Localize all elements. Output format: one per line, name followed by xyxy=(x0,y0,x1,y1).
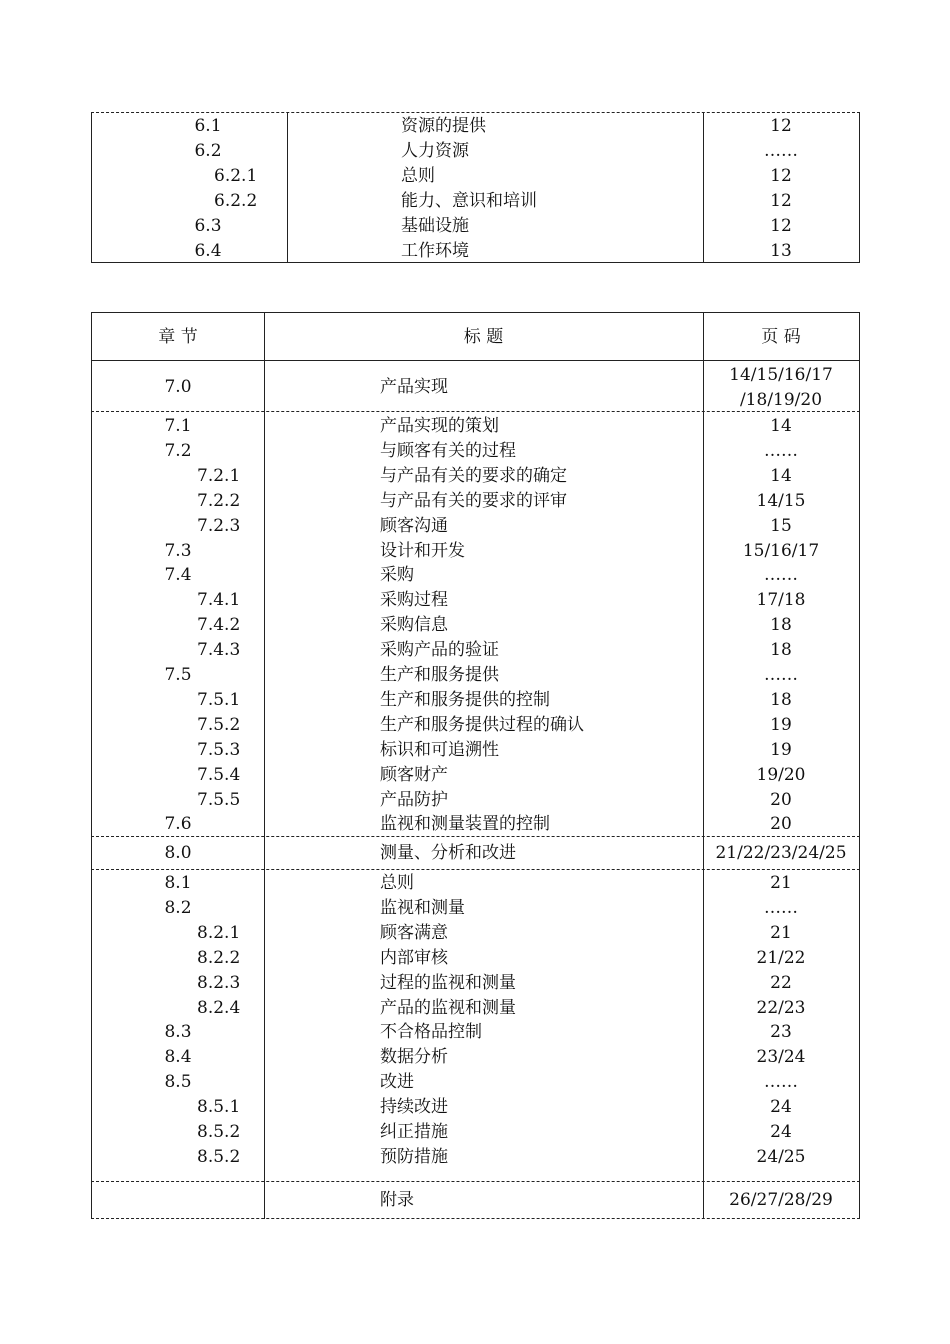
section-row-8 xyxy=(92,841,859,866)
toc-table-section-6 xyxy=(91,112,860,262)
toc-number: 6.2 xyxy=(194,140,222,161)
toc-title: 与产品有关的要求的评审 xyxy=(380,490,567,511)
toc-number: 8.1 xyxy=(164,873,192,893)
toc-title: 与顾客有关的过程 xyxy=(380,440,516,461)
toc-number: 7.4.1 xyxy=(197,590,241,611)
toc-row xyxy=(92,588,859,613)
toc-number: 6.2.2 xyxy=(214,190,258,211)
toc-page: 14 xyxy=(770,416,792,436)
toc-number: 7.3 xyxy=(164,540,192,561)
toc-title: 产品的监视和测量 xyxy=(380,997,516,1018)
toc-page: 12 xyxy=(770,116,792,136)
toc-page: 19/20 xyxy=(756,764,806,785)
appendix-title: 附录 xyxy=(380,1190,414,1210)
toc-row xyxy=(92,239,859,264)
toc-row xyxy=(92,1095,859,1120)
toc-title: 顾客财产 xyxy=(380,764,448,785)
toc-page: 19 xyxy=(770,739,792,760)
toc-row xyxy=(92,439,859,464)
toc-number: 7.2.2 xyxy=(197,490,241,511)
toc-number: 8.2.1 xyxy=(197,922,241,943)
toc-title: 基础设施 xyxy=(401,215,469,236)
toc-title: 生产和服务提供过程的确认 xyxy=(380,714,584,735)
toc-number: 8.2.3 xyxy=(197,972,241,993)
toc-row xyxy=(92,563,859,588)
section-page-cont: /18/19/20 xyxy=(739,390,823,410)
header-page: 页 码 xyxy=(761,327,801,347)
toc-title: 持续改进 xyxy=(380,1097,448,1118)
toc-page: …… xyxy=(764,140,798,161)
toc-row xyxy=(92,971,859,996)
section-page: 21/22/23/24/25 xyxy=(715,843,847,863)
toc-page: 21/22 xyxy=(756,947,806,968)
toc-page: 15 xyxy=(770,515,792,536)
toc-title: 采购产品的验证 xyxy=(380,640,499,661)
toc-page: …… xyxy=(764,897,798,918)
toc-row xyxy=(92,214,859,239)
toc-page: 14/15 xyxy=(756,490,806,511)
toc-row xyxy=(92,539,859,564)
toc-title: 内部审核 xyxy=(380,947,448,968)
header-chapter: 章 节 xyxy=(158,327,198,347)
toc-page: …… xyxy=(764,440,798,461)
toc-row xyxy=(92,114,859,139)
toc-page: 19 xyxy=(770,714,792,735)
toc-title: 顾客满意 xyxy=(380,922,448,943)
toc-title: 采购 xyxy=(380,565,414,586)
toc-title: 改进 xyxy=(380,1072,414,1093)
toc-page: 15/16/17 xyxy=(742,540,820,561)
section-7-page-line1 xyxy=(92,363,859,388)
toc-page: 12 xyxy=(770,215,792,236)
toc-row xyxy=(92,164,859,189)
toc-number: 7.4.3 xyxy=(197,640,241,661)
toc-row xyxy=(92,514,859,539)
toc-title: 过程的监视和测量 xyxy=(380,972,516,993)
toc-row xyxy=(92,763,859,788)
toc-row xyxy=(92,613,859,638)
toc-title: 人力资源 xyxy=(401,140,469,161)
toc-title: 生产和服务提供的控制 xyxy=(380,689,550,710)
toc-number: 7.5.3 xyxy=(197,739,241,760)
toc-number: 7.5.4 xyxy=(197,764,241,785)
toc-title: 纠正措施 xyxy=(380,1122,448,1142)
toc-title: 资源的提供 xyxy=(401,116,486,136)
toc-row xyxy=(92,638,859,663)
toc-title: 监视和测量装置的控制 xyxy=(380,814,550,835)
section-number: 7.0 xyxy=(164,377,192,397)
toc-title: 生产和服务提供 xyxy=(380,665,499,685)
toc-row xyxy=(92,688,859,713)
toc-number: 6.4 xyxy=(194,240,222,261)
toc-number: 8.5.1 xyxy=(197,1097,241,1118)
toc-number: 7.5.1 xyxy=(197,689,241,710)
toc-page: 24 xyxy=(770,1097,792,1118)
toc-row xyxy=(92,464,859,489)
toc-number: 7.5 xyxy=(164,665,192,685)
toc-number: 6.1 xyxy=(194,116,222,136)
toc-page: 14 xyxy=(770,465,792,486)
toc-page: 18 xyxy=(770,689,792,710)
toc-number: 8.2.2 xyxy=(197,947,241,968)
section-page: 14/15/16/17 xyxy=(729,365,833,385)
toc-row xyxy=(92,713,859,738)
toc-number: 7.4 xyxy=(164,565,192,586)
toc-page: 24/25 xyxy=(756,1146,806,1167)
toc-row xyxy=(92,788,859,813)
toc-row xyxy=(92,996,859,1021)
toc-title: 产品防护 xyxy=(380,789,448,810)
toc-number: 6.2.1 xyxy=(214,165,258,186)
toc-number: 7.4.2 xyxy=(197,615,241,636)
toc-number: 8.5 xyxy=(164,1072,192,1093)
toc-row xyxy=(92,1070,859,1095)
toc-row xyxy=(92,1020,859,1045)
toc-number: 8.5.2 xyxy=(197,1146,241,1167)
toc-page: …… xyxy=(764,665,798,685)
toc-title: 总则 xyxy=(380,873,414,893)
toc-page: 23/24 xyxy=(756,1047,806,1068)
appendix-row xyxy=(92,1188,859,1213)
toc-page: …… xyxy=(764,1072,798,1093)
toc-row xyxy=(92,812,859,837)
toc-number: 7.2.3 xyxy=(197,515,241,536)
toc-row xyxy=(92,1045,859,1070)
toc-row xyxy=(92,414,859,439)
toc-title: 工作环境 xyxy=(401,240,469,261)
toc-page: 18 xyxy=(770,640,792,661)
toc-number: 7.2.1 xyxy=(197,465,241,486)
toc-row xyxy=(92,946,859,971)
toc-number: 8.4 xyxy=(164,1047,192,1068)
toc-title: 产品实现的策划 xyxy=(380,416,499,436)
section-divider xyxy=(91,411,860,412)
toc-row xyxy=(92,896,859,921)
toc-row xyxy=(92,871,859,896)
toc-number: 7.6 xyxy=(164,814,192,835)
section-number: 8.0 xyxy=(164,843,192,863)
toc-title: 设计和开发 xyxy=(380,540,465,561)
toc-number: 7.2 xyxy=(164,440,192,461)
toc-title: 标识和可追溯性 xyxy=(380,739,499,760)
toc-title: 采购过程 xyxy=(380,590,448,611)
toc-number: 7.5.2 xyxy=(197,714,241,735)
section-7-page-line2 xyxy=(92,388,859,413)
toc-title: 预防措施 xyxy=(380,1146,448,1167)
toc-page: 21 xyxy=(770,873,792,893)
toc-page: 20 xyxy=(770,814,792,835)
toc-row xyxy=(92,1120,859,1145)
toc-row xyxy=(92,489,859,514)
toc-title: 能力、意识和培训 xyxy=(401,190,537,211)
toc-number: 8.2.4 xyxy=(197,997,241,1018)
toc-row xyxy=(92,1145,859,1170)
toc-page: 23 xyxy=(770,1022,792,1043)
appendix-page: 26/27/28/29 xyxy=(729,1190,833,1210)
section-divider xyxy=(91,1181,860,1182)
toc-title: 数据分析 xyxy=(380,1047,448,1068)
section-title: 产品实现 xyxy=(380,377,448,397)
toc-page: 18 xyxy=(770,615,792,636)
toc-page: 24 xyxy=(770,1122,792,1142)
toc-number: 8.2 xyxy=(164,897,192,918)
toc-table-sections-7-8 xyxy=(91,312,860,1219)
toc-page: 17/18 xyxy=(756,590,806,611)
toc-page: 12 xyxy=(770,190,792,211)
header-bottom-border xyxy=(91,360,860,361)
toc-number: 6.3 xyxy=(194,215,222,236)
toc-page: 21 xyxy=(770,922,792,943)
table-bottom-dashed-border xyxy=(91,1218,860,1219)
toc-title: 与产品有关的要求的确定 xyxy=(380,465,567,486)
toc-number: 8.5.2 xyxy=(197,1122,241,1142)
toc-title: 总则 xyxy=(401,165,435,186)
toc-page: 22/23 xyxy=(756,997,806,1018)
toc-number: 7.1 xyxy=(164,416,192,436)
toc-row xyxy=(92,189,859,214)
toc-page: 20 xyxy=(770,789,792,810)
toc-row xyxy=(92,139,859,164)
toc-row xyxy=(92,738,859,763)
toc-title: 采购信息 xyxy=(380,615,448,636)
toc-title: 顾客沟通 xyxy=(380,515,448,536)
toc-page: …… xyxy=(764,565,798,586)
toc-row xyxy=(92,663,859,688)
table-top-dashed-border xyxy=(91,112,860,113)
toc-number: 8.3 xyxy=(164,1022,192,1043)
table-header-row xyxy=(92,325,859,350)
section-divider xyxy=(91,869,860,870)
toc-row xyxy=(92,921,859,946)
toc-number: 7.5.5 xyxy=(197,789,241,810)
toc-page: 12 xyxy=(770,165,792,186)
header-title: 标 题 xyxy=(463,327,504,347)
table-top-border xyxy=(91,312,860,313)
toc-title: 不合格品控制 xyxy=(380,1022,482,1043)
section-title: 测量、分析和改进 xyxy=(380,843,516,863)
toc-page: 13 xyxy=(770,240,792,261)
toc-page: 22 xyxy=(770,972,792,993)
toc-title: 监视和测量 xyxy=(380,897,465,918)
section-divider xyxy=(91,836,860,837)
